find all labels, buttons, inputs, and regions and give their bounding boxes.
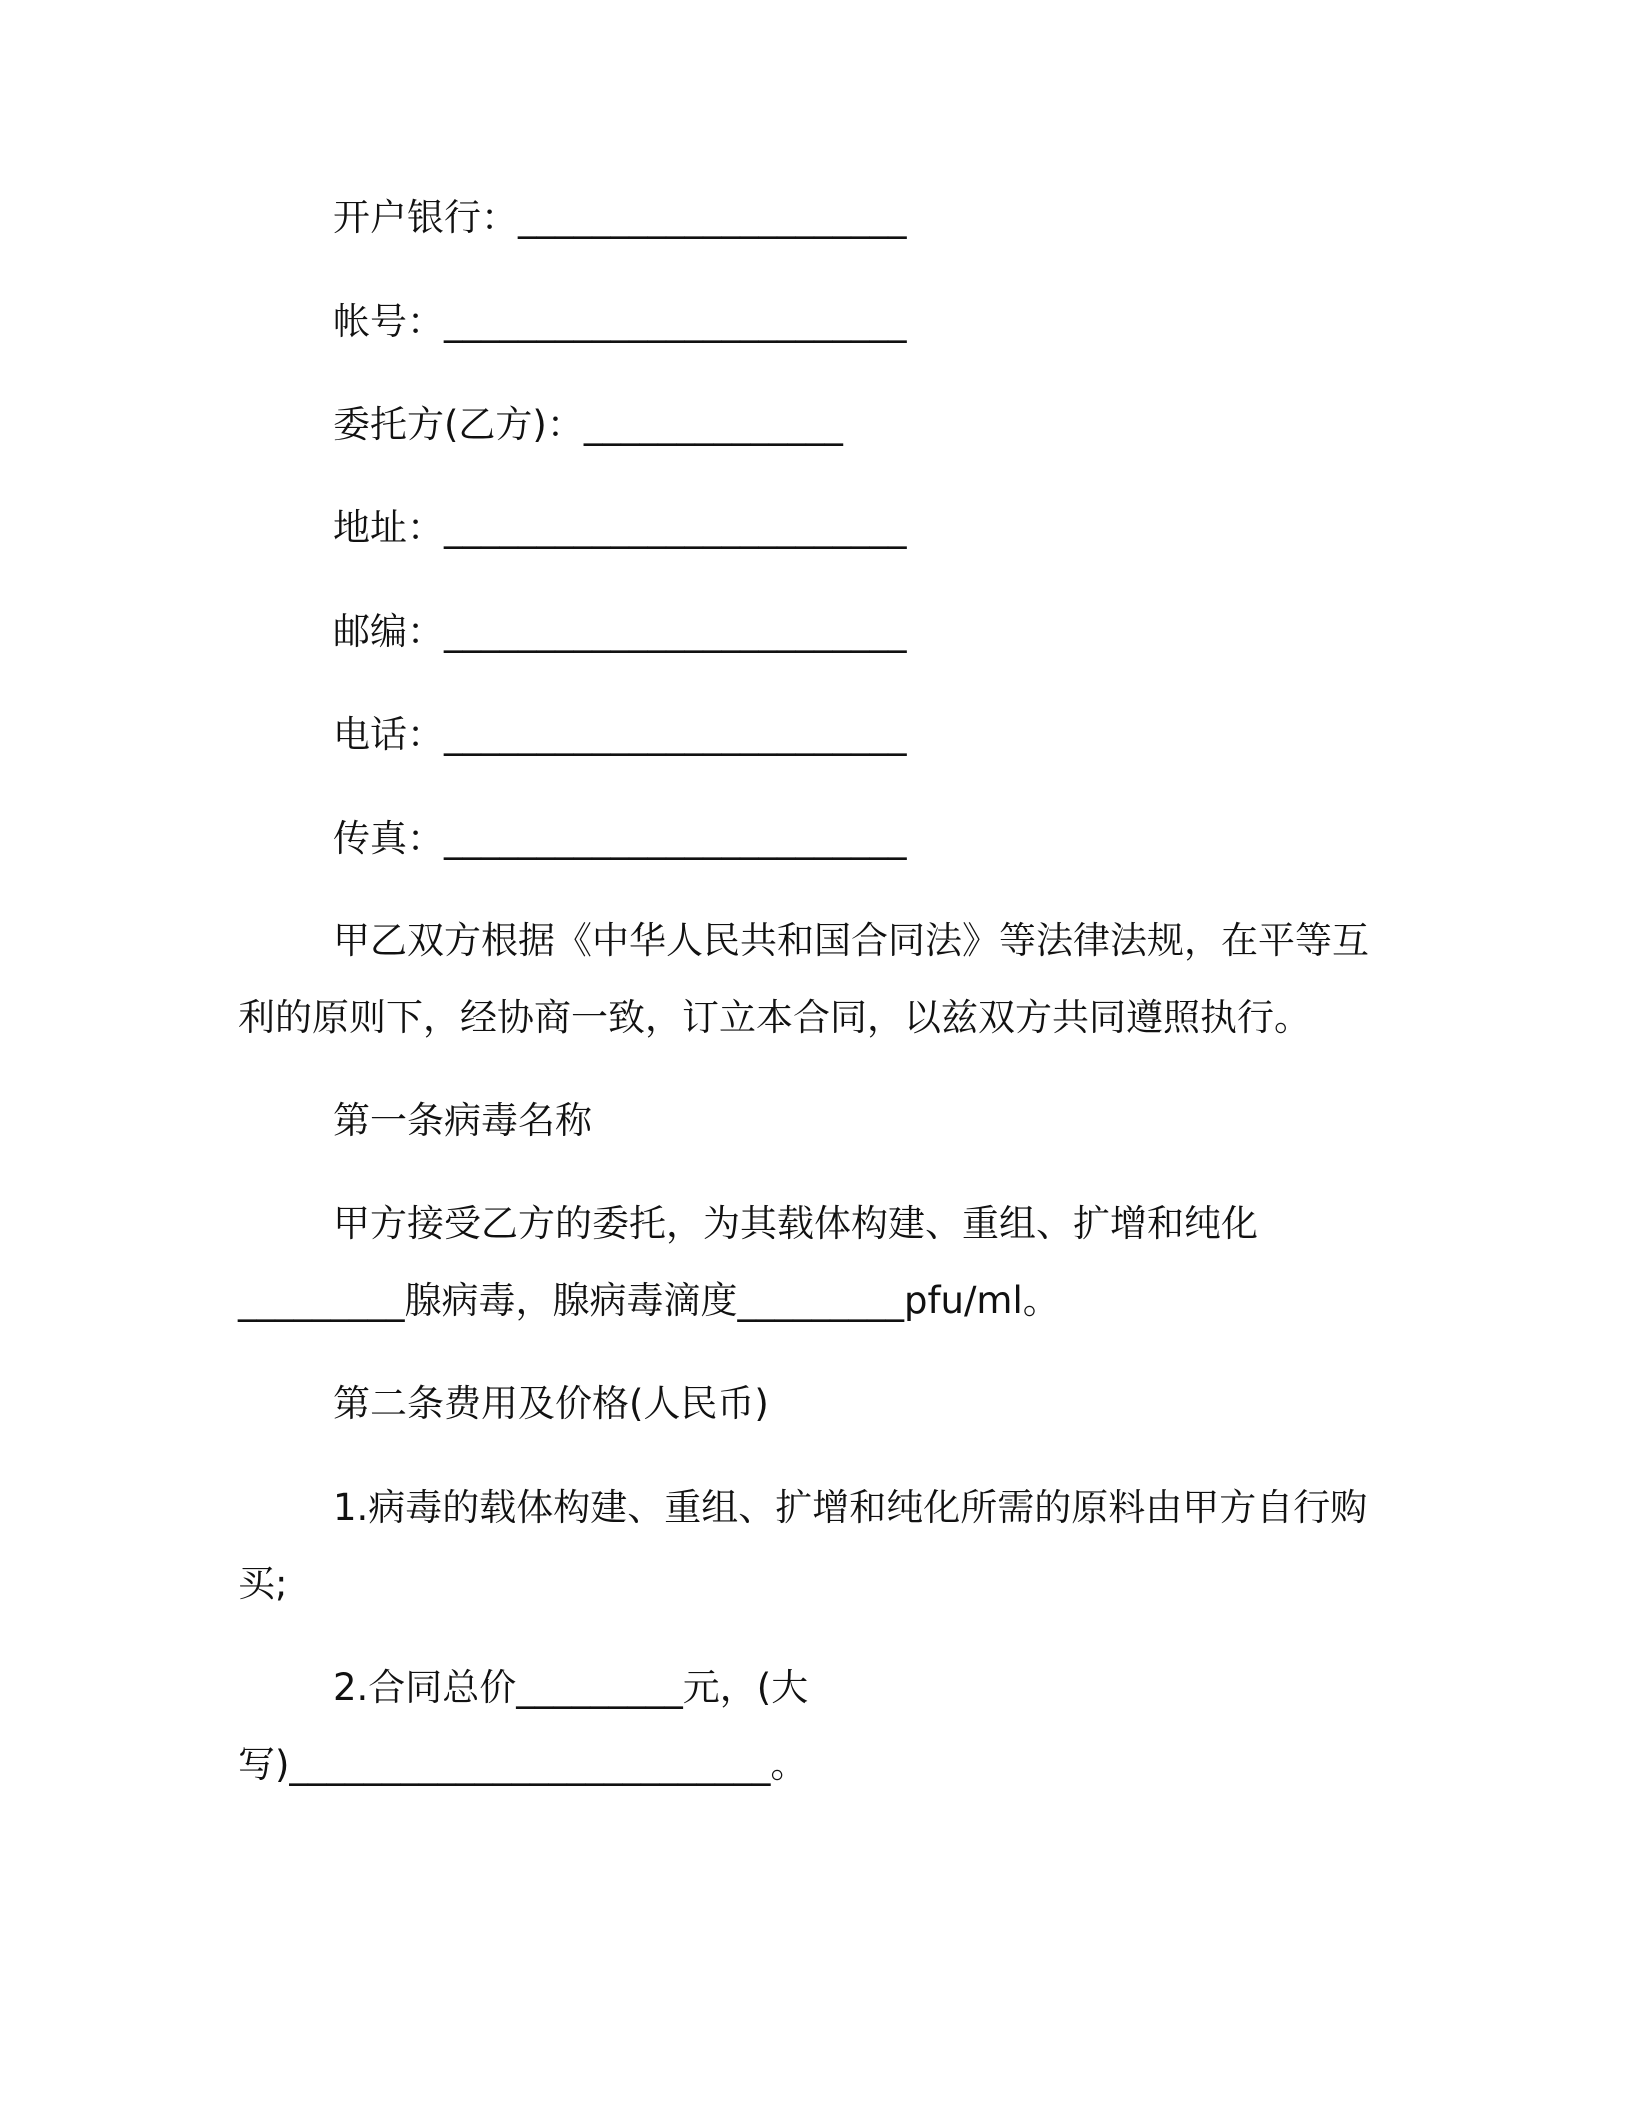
account-label: 帐号： bbox=[333, 300, 444, 343]
phone-label: 电话： bbox=[333, 713, 444, 756]
fax-blank: _________________________ bbox=[444, 817, 907, 860]
article2-heading: 第二条费用及价格(人民币) bbox=[333, 1382, 769, 1425]
bank-field bbox=[333, 194, 907, 242]
phone-blank: _________________________ bbox=[444, 713, 907, 756]
postcode-label: 邮编： bbox=[333, 610, 444, 653]
intro-line-1: 甲乙双方根据《中华人民共和国合同法》等法律法规，在平等互 bbox=[333, 919, 1369, 962]
address-field bbox=[333, 504, 907, 552]
account-blank: _________________________ bbox=[444, 300, 907, 343]
postcode-field bbox=[333, 608, 907, 656]
account-field bbox=[333, 298, 907, 346]
fax-label: 传真： bbox=[333, 817, 444, 860]
postcode-blank: _________________________ bbox=[444, 610, 907, 653]
client-label: 委托方(乙方)： bbox=[333, 403, 584, 446]
article2-item1-line-2: 买; bbox=[238, 1562, 288, 1605]
bank-label: 开户银行： bbox=[333, 196, 518, 239]
client-field bbox=[333, 401, 843, 449]
address-label: 地址： bbox=[333, 506, 444, 549]
address-blank: _________________________ bbox=[444, 506, 907, 549]
article1-heading: 第一条病毒名称 bbox=[333, 1099, 592, 1142]
article2-item2-line-1: 2.合同总价_________元，(大 bbox=[333, 1666, 809, 1709]
bank-blank: _____________________ bbox=[518, 196, 907, 239]
fax-field bbox=[333, 815, 907, 863]
intro-line-2: 利的原则下，经协商一致，订立本合同，以兹双方共同遵照执行。 bbox=[238, 996, 1311, 1039]
article1-line-2: _________腺病毒，腺病毒滴度_________pfu/ml。 bbox=[238, 1279, 1060, 1322]
article2-item2-line-2: 写)__________________________。 bbox=[238, 1743, 808, 1786]
article1-line-1: 甲方接受乙方的委托，为其载体构建、重组、扩增和纯化 bbox=[333, 1202, 1258, 1245]
phone-field bbox=[333, 711, 907, 759]
article2-item1-line-1: 1.病毒的载体构建、重组、扩增和纯化所需的原料由甲方自行购 bbox=[333, 1486, 1368, 1529]
client-blank: ______________ bbox=[583, 403, 843, 446]
